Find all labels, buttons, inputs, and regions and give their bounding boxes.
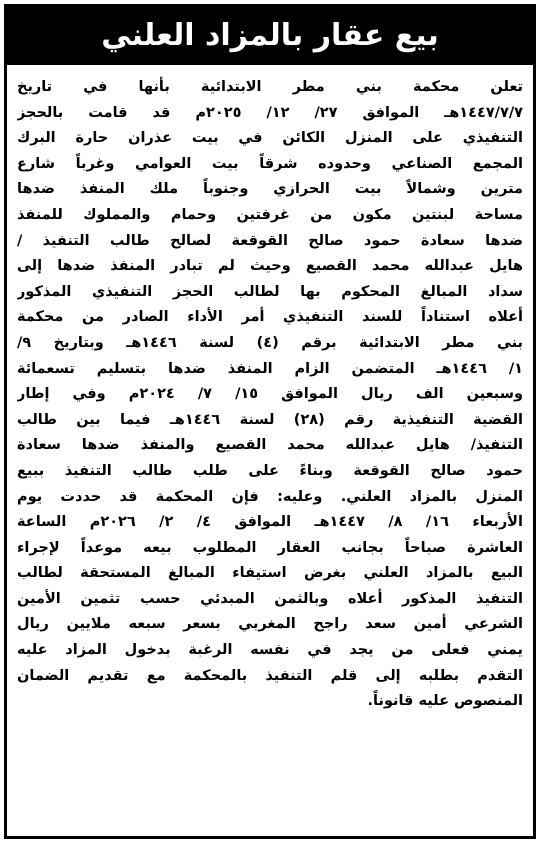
notice-line: الأربعاء ١٦/ ٨/ ١٤٤٧هـ الموافق ٤/ ٢/ ٢٠٢٦م الساعة — [17, 514, 523, 531]
notice-line: التقدم بطلبه إلى قلم التنفيذ بالمحكمة مع تقديم الضمان — [17, 667, 523, 684]
notice-line: التنفيذي على المنزل الكائن في بيت عذران حارة البرك — [17, 130, 523, 147]
notice-line: بني مطر الابتدائية برقم (٤) لسنة ١٤٤٦هـ وبتاريخ ٩/ — [17, 334, 523, 351]
notice-line: مترين وشمالاً بيت الحرازي وجنوباً ملك المنفذ ضدها — [17, 181, 523, 198]
notice-line: القضية التنفيذية رقم (٢٨) لسنة ١٤٤٦هـ فيما بين طالب — [17, 411, 523, 428]
notice-line: المنزل بالمزاد العلني. وعليه: فإن المحكمة قد حددت يوم — [17, 488, 523, 505]
notice-line: يمني فعلى من يجد في نفسه الرغبة بدخول المزاد عليه — [17, 642, 523, 659]
notice-line: هايل عبدالله محمد القصيع وحيث لم تبادر المنفذ ضدها إلى — [17, 258, 523, 275]
notice-line: ١٤٤٧/٧/٧هـ الموافق ٢٧/ ١٢/ ٢٠٢٥م قد قامت بالحجز — [17, 104, 523, 121]
notice-line: الشرعي أمين سعد راجح المغربي بسعر سبعه ملايين ريال — [17, 616, 523, 633]
notice-line: سداد المبالغ المحكوم بها لطالب الحجز التنفيذي المذكور — [17, 283, 523, 300]
notice-title: بيع عقار بالمزاد العلني — [101, 18, 439, 53]
notice-line: التنفيذ المذكور أعلاه وبالثمن المبدئي حسب تثمين الأمين — [17, 590, 523, 607]
notice-body — [17, 75, 523, 715]
notice-line: تعلن محكمة بني مطر الابتدائية بأنها في تاريخ — [17, 79, 523, 95]
notice-title-bar — [7, 7, 533, 65]
notice-line: ١/ ١٤٤٦هـ المتضمن الزام المنفذ ضدها بتسليم تسعمائة — [17, 360, 523, 377]
notice-line: وسبعين الف ريال الموافق ١٥/ ٧/ ٢٠٢٤م وفي إطار — [17, 386, 523, 403]
notice-line: المنصوص عليه قانوناً. — [367, 693, 523, 710]
notice-line: ضدها سعادة حمود صالح القوقعة لصالح طالب التنفيذ / — [17, 232, 523, 249]
notice-line: العاشرة صباحاً بجانب العقار المطلوب بيعه موعداً لإجراء — [17, 539, 523, 556]
notice-line: حمود صالح القوقعة وبناءً على طلب طالب التنفيذ ببيع — [17, 462, 523, 479]
notice-line: أعلاه استناداً للسند التنفيذي أمر الأداء الصادر من محكمة — [17, 309, 523, 326]
notice-line: التنفيذ/ هايل عبدالله محمد القصيع والمنفذ ضدها سعادة — [17, 437, 523, 454]
auction-notice — [4, 4, 536, 839]
notice-line: البيع بالمزاد العلني بغرض استيفاء المبالغ المستحقة لطالب — [17, 565, 523, 582]
notice-line: مساحة لبنتين مكون من غرفتين وحمام والمملوك للمنفذ — [17, 206, 523, 223]
notice-line: المجمع الصناعي وحدوده شرقاً بيت العوامي وغرباً شارع — [17, 155, 523, 172]
